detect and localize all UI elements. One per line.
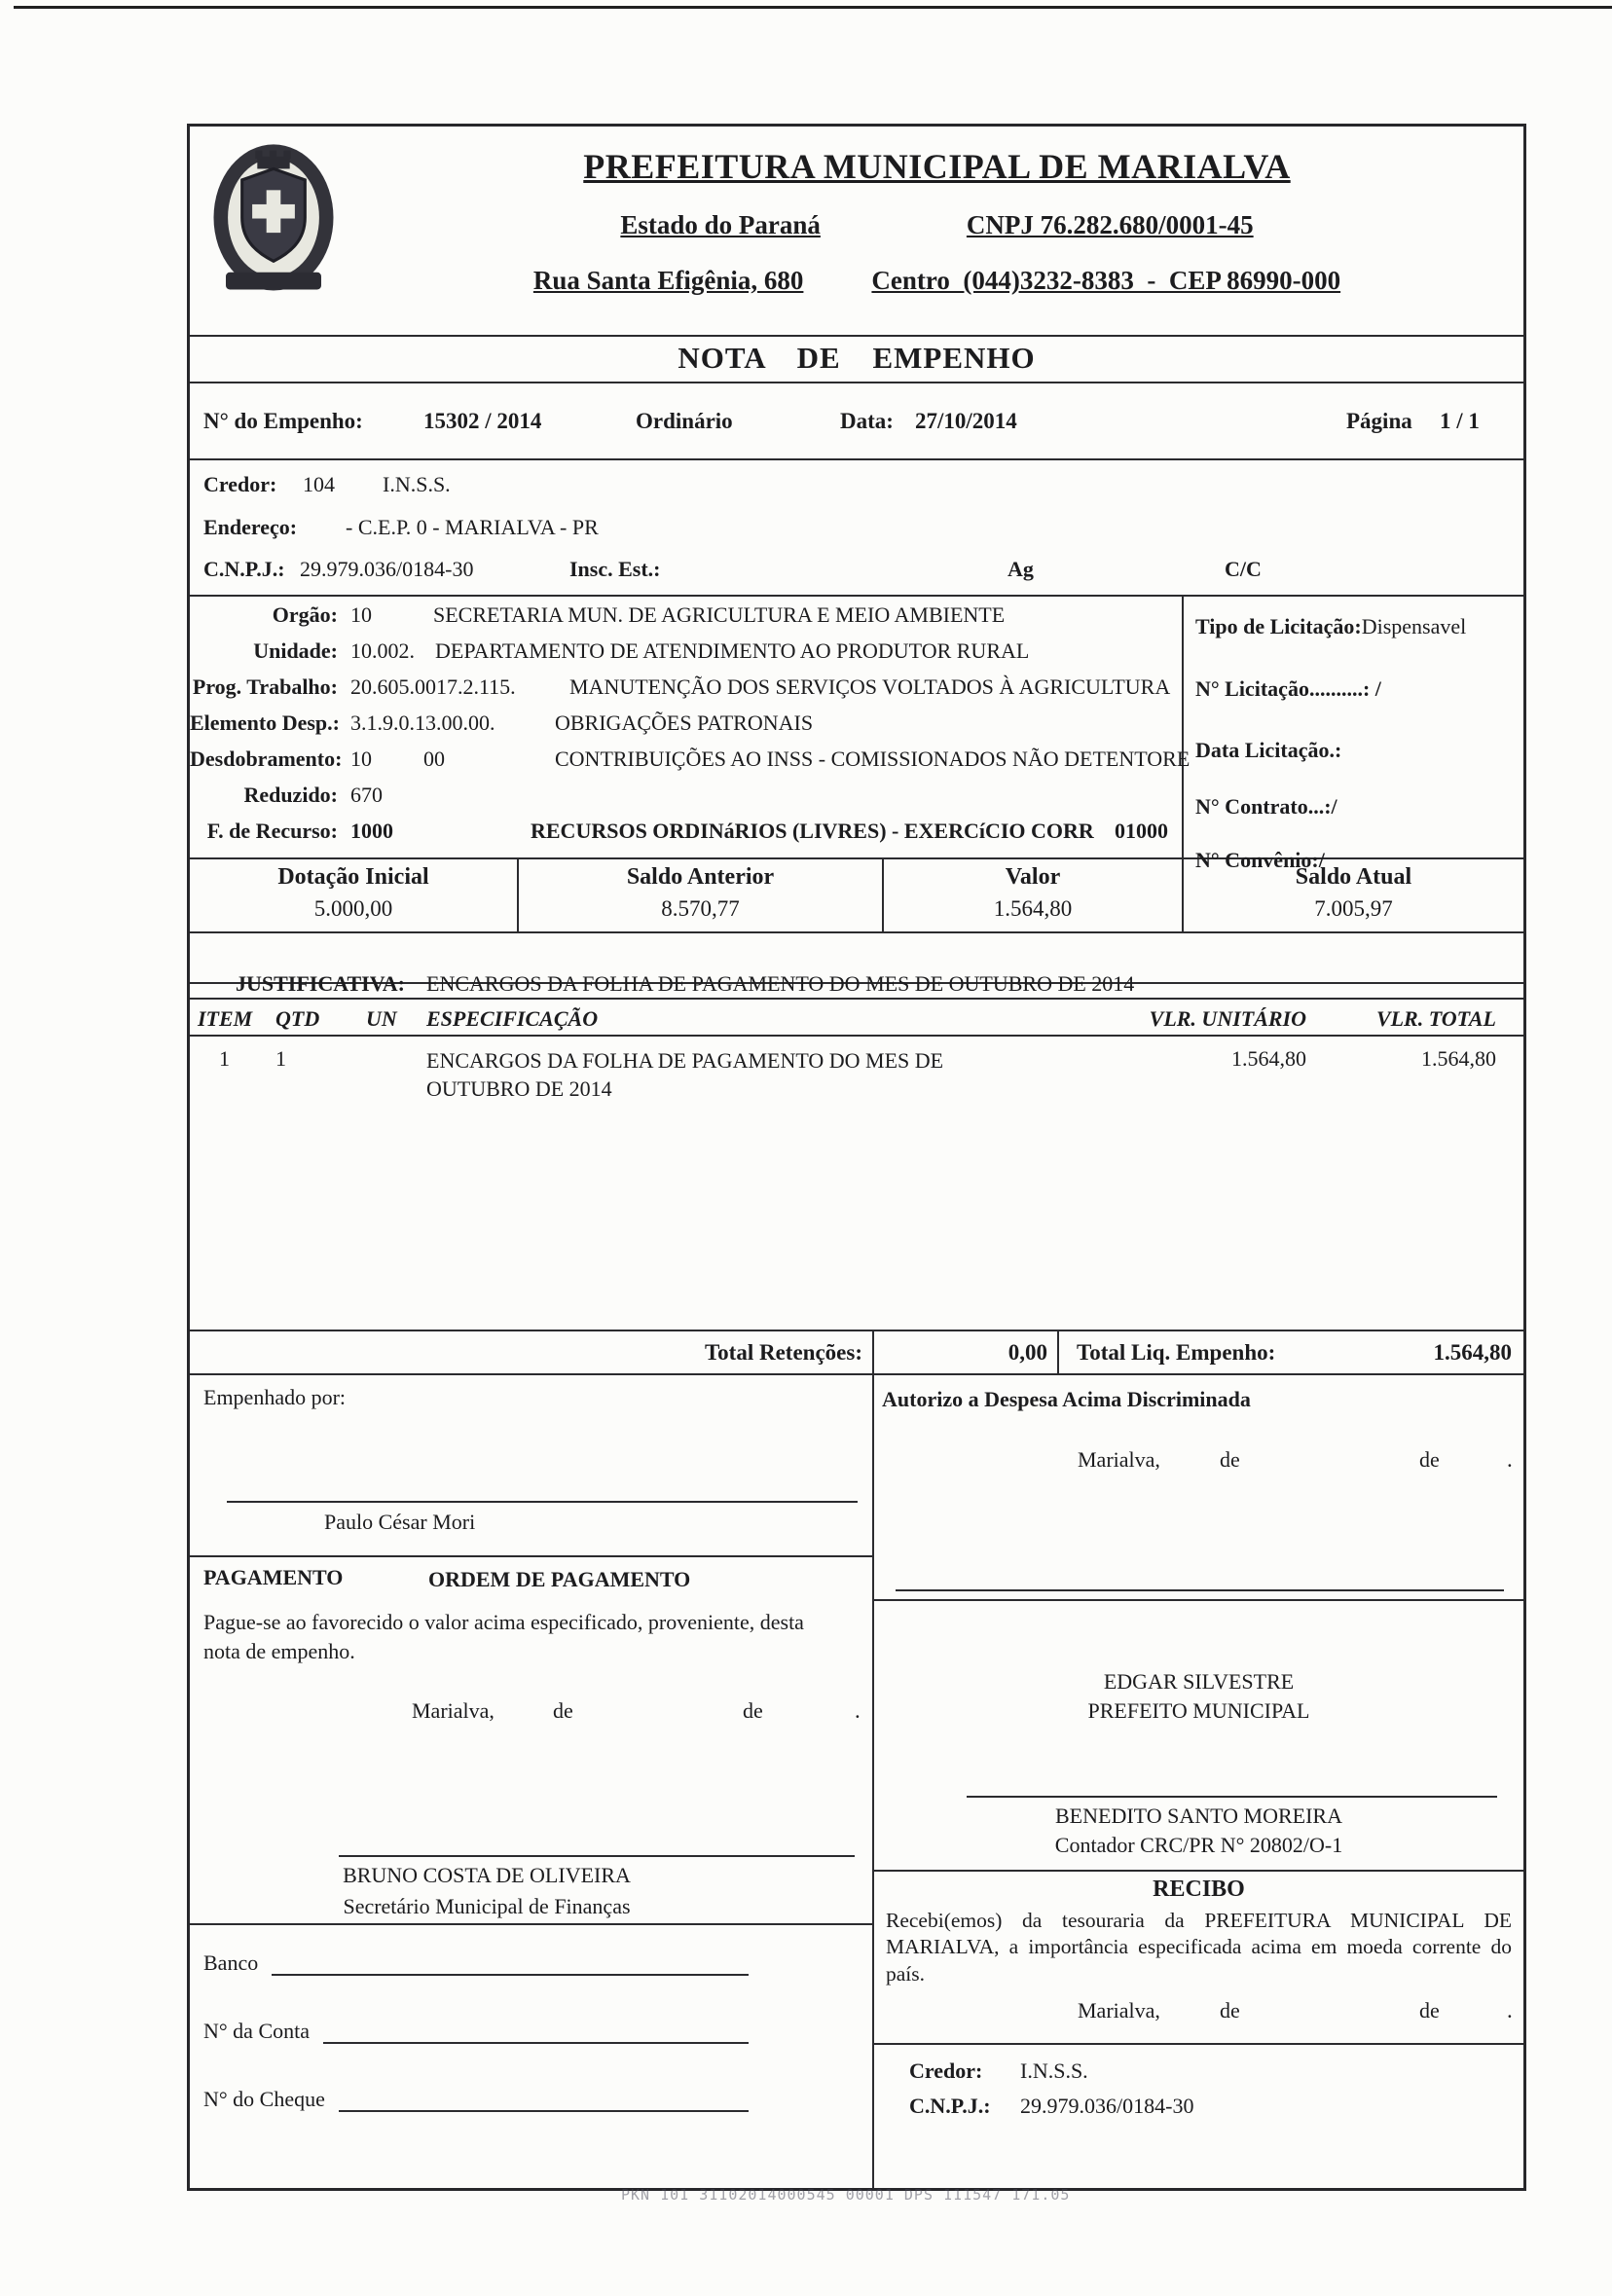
creditor-name: I.N.S.S. <box>383 472 451 496</box>
empenhado-por-label: Empenhado por: <box>203 1385 347 1409</box>
period: . <box>1507 1447 1513 1472</box>
nota-de-empenho-form <box>187 124 1526 2191</box>
recibo-cnpj-value: 29.979.036/0184-30 <box>1020 2094 1194 2118</box>
cheque-label: N° do Cheque <box>203 2087 325 2111</box>
de-word: de <box>1220 1447 1240 1472</box>
justification-label: JUSTIFICATIVA: <box>236 971 406 996</box>
ordem-pagamento-box <box>190 1557 872 1925</box>
cnpj-value: 29.979.036/0184-30 <box>300 557 474 581</box>
unidade-row <box>190 638 1182 674</box>
saldo-atual-cell <box>1184 859 1523 931</box>
empenho-number-row <box>190 383 1523 460</box>
item-description: ENCARGOS DA FOLHA DE PAGAMENTO DO MES DE OUTUBRO DE 2014 <box>426 1048 944 1102</box>
retencoes-value: 0,00 <box>874 1331 1059 1373</box>
empenho-type: Ordinário <box>636 409 733 433</box>
recibo-credor-name: I.N.S.S. <box>1020 2059 1088 2083</box>
cnpj-label: C.N.P.J.: <box>203 557 285 581</box>
prefeito-contador-box <box>874 1601 1523 1872</box>
org-name: PREFEITURA MUNICIPAL DE MARIALVA <box>583 147 1291 186</box>
prog-trabalho-label: Prog. Trabalho: <box>192 674 338 699</box>
empenhado-por-name: Paulo César Mori <box>324 1510 476 1534</box>
saldo-atual-value: 7.005,97 <box>1314 896 1393 921</box>
desdobramento-row <box>190 747 1191 783</box>
budget-classification-section <box>190 597 1523 872</box>
justification-row <box>190 933 1523 996</box>
date-line <box>190 1698 872 1728</box>
account-label: C/C <box>1225 557 1262 581</box>
orgao-label: Orgão: <box>272 602 338 627</box>
items-table-body <box>190 1037 1523 1331</box>
licitacao-tipo-row <box>1195 614 1466 639</box>
orgao-row <box>190 602 1182 638</box>
valor-value: 1.564,80 <box>993 896 1073 921</box>
pagamento-label: PAGAMENTO <box>203 1565 344 1589</box>
conta-label: N° da Conta <box>203 2019 311 2043</box>
banco-fill-line <box>272 1950 749 1976</box>
autorizo-title: Autorizo a Despesa Acima Discriminada <box>882 1387 1251 1411</box>
item-quantity: 1 <box>275 1046 286 1071</box>
city-word: Marialva, <box>412 1698 495 1723</box>
signature-line <box>967 1796 1497 1798</box>
desdobramento-code: 10 <box>350 747 372 771</box>
signatures-right-column <box>874 1375 1523 2188</box>
signatures-area <box>190 1375 1523 2188</box>
orgao-code: 10 <box>350 602 372 627</box>
saldo-anterior-cell <box>519 859 884 931</box>
retencoes-label: Total Retenções: <box>190 1331 874 1373</box>
letterhead-line-3 <box>350 266 1523 296</box>
prog-trabalho-row <box>190 674 1182 711</box>
period: . <box>1507 1998 1513 2023</box>
prog-trabalho-code: 20.605.0017.2.115. <box>350 674 516 699</box>
empenho-number-value: 15302 / 2014 <box>423 409 542 433</box>
letterhead <box>350 127 1523 335</box>
document-title: NOTA DE EMPENHO <box>190 337 1523 383</box>
state-reg-label: Insc. Est.: <box>569 557 661 581</box>
reduzido-row <box>190 783 1182 819</box>
reduzido-label: Reduzido: <box>243 783 338 807</box>
justification-text: ENCARGOS DA FOLHA DE PAGAMENTO DO MES DE OUTUBRO DE 2014 <box>426 971 1135 996</box>
unidade-label: Unidade: <box>253 638 338 663</box>
licitacao-tipo-label: Tipo de Licitação: <box>1195 614 1362 638</box>
convenio-numero: N° Convênio:/ <box>1195 848 1325 872</box>
vlr-unitario-col-header: VLR. UNITÁRIO <box>1149 1006 1306 1031</box>
empenhado-por-box <box>190 1375 872 1557</box>
balances-table <box>190 859 1523 933</box>
signatures-left-column <box>190 1375 874 2188</box>
date-value: 27/10/2014 <box>915 409 1017 433</box>
recibo-box <box>874 1872 1523 2188</box>
fonte-recurso-label: F. de Recurso: <box>206 819 338 843</box>
elemento-desp-label: Elemento Desp.: <box>190 711 340 735</box>
licitacao-panel <box>1184 597 1523 872</box>
recibo-title: RECIBO <box>1153 1877 1245 1902</box>
fonte-recurso-desc: RECURSOS ORDINáRIOS (LIVRES) - EXERCíCIO CORR <box>531 819 1094 843</box>
unidade-code: 10.002. <box>350 638 415 663</box>
item-total-value: 1.564,80 <box>1421 1046 1496 1071</box>
elemento-desp-row <box>190 711 1182 747</box>
date-line <box>874 1998 1523 2027</box>
banco-label: Banco <box>203 1950 259 1975</box>
section-divider-line <box>874 2043 1523 2045</box>
address-text: Rua Santa Efigênia, 680 <box>532 266 804 295</box>
desdobramento-label: Desdobramento: <box>190 747 343 771</box>
city-word: Marialva, <box>1078 1447 1160 1472</box>
autorizo-box <box>874 1375 1523 1601</box>
empenho-number-label: N° do Empenho: <box>203 409 363 433</box>
conta-fill-line <box>323 2019 749 2044</box>
especificacao-col-header: ESPECIFICAÇÃO <box>426 1006 599 1031</box>
contador-role: Contador CRC/PR N° 20802/O-1 <box>1054 1833 1343 1857</box>
de-word: de <box>1220 1998 1240 2023</box>
dotacao-inicial-value: 5.000,00 <box>313 896 393 921</box>
items-table-header <box>190 998 1523 1037</box>
document-header <box>190 127 1523 337</box>
secretario-name: BRUNO COSTA DE OLIVEIRA <box>343 1863 631 1887</box>
licitacao-data: Data Licitação.: <box>1195 738 1342 762</box>
item-col-header: ITEM <box>198 1006 253 1031</box>
valor-cell <box>884 859 1184 931</box>
letterhead-line-2 <box>350 210 1523 240</box>
licitacao-numero: N° Licitação..........: / <box>1195 676 1381 701</box>
dotacao-inicial-header: Dotação Inicial <box>277 864 429 890</box>
vlr-total-col-header: VLR. TOTAL <box>1375 1006 1496 1031</box>
de-word: de <box>553 1698 573 1723</box>
address-value: - C.E.P. 0 - MARIALVA - PR <box>346 515 599 539</box>
agency-label: Ag <box>1008 557 1034 581</box>
cheque-field <box>203 2087 749 2112</box>
page-value: 1 / 1 <box>1440 409 1480 433</box>
saldo-atual-header: Saldo Atual <box>1295 864 1412 890</box>
address-label: Endereço: <box>203 515 298 539</box>
elemento-desp-code: 3.1.9.0.13.00.00. <box>350 711 495 735</box>
recibo-credor-label: Credor: <box>909 2059 983 2083</box>
contrato-numero: N° Contrato...:/ <box>1195 794 1337 819</box>
budget-classification <box>190 597 1191 857</box>
date-label: Data: <box>840 409 894 433</box>
creditor-label: Credor: <box>203 472 277 496</box>
signature-line <box>896 1589 1504 1591</box>
state-text: Estado do Paraná <box>620 210 821 239</box>
orgao-desc: SECRETARIA MUN. DE AGRICULTURA E MEIO AMBIENTE <box>433 602 1006 627</box>
totals-row <box>190 1331 1523 1375</box>
item-number: 1 <box>219 1046 230 1071</box>
liquido-label: Total Liq. Empenho: <box>1077 1340 1276 1365</box>
signature-line <box>227 1501 858 1503</box>
prefeito-name: EDGAR SILVESTRE <box>1103 1669 1295 1694</box>
valor-header: Valor <box>1005 864 1061 890</box>
cheque-fill-line <box>339 2087 749 2112</box>
fonte-recurso-code: 1000 <box>350 819 393 843</box>
period: . <box>855 1698 861 1723</box>
un-col-header: UN <box>366 1006 397 1031</box>
municipal-crest-logo <box>190 127 350 335</box>
unidade-desc: DEPARTAMENTO DE ATENDIMENTO AO PRODUTOR RURAL <box>435 638 1030 663</box>
saldo-anterior-header: Saldo Anterior <box>626 864 775 890</box>
fonte-recurso-extra: 01000 <box>1115 819 1168 843</box>
secretario-role: Secretário Municipal de Finanças <box>343 1894 631 1918</box>
qtd-col-header: QTD <box>275 1006 320 1031</box>
elemento-desp-desc: OBRIGAÇÕES PATRONAIS <box>555 711 814 735</box>
creditor-code: 104 <box>303 472 335 496</box>
de-word: de <box>743 1698 763 1723</box>
ordem-pagamento-title: ORDEM DE PAGAMENTO <box>428 1567 691 1591</box>
recibo-text: Recebi(emos) da tesouraria da PREFEITURA MUNICIPAL DE MARIALVA, a importância especificada acima em moeda corrente do país. <box>886 1909 1512 1986</box>
org-cnpj-text: CNPJ 76.282.680/0001-45 <box>966 210 1254 239</box>
dot-matrix-print-line: PKN 101 31102014000545 00001 DPS 111547 171.05 <box>621 2186 1071 2204</box>
district-phone-text: Centro (044)3232-8383 - CEP 86990-000 <box>871 266 1341 295</box>
conta-field <box>203 2019 749 2044</box>
de-word: de <box>1419 1998 1440 2023</box>
de-word: de <box>1419 1447 1440 1472</box>
recibo-cnpj-label: C.N.P.J.: <box>909 2094 991 2118</box>
page-label: Página <box>1346 409 1412 433</box>
desdobramento-desc: CONTRIBUIÇÕES AO INSS - COMISSIONADOS NÃO DETENTORE <box>555 747 1191 771</box>
liquido-cell <box>1059 1331 1523 1373</box>
city-word: Marialva, <box>1078 1998 1160 2023</box>
saldo-anterior-value: 8.570,77 <box>661 896 740 921</box>
banco-field <box>203 1950 749 1976</box>
creditor-block <box>190 460 1523 597</box>
desdobramento-code2: 00 <box>423 747 445 771</box>
contador-name: BENEDITO SANTO MOREIRA <box>1055 1804 1342 1828</box>
item-unit-value: 1.564,80 <box>1231 1046 1306 1071</box>
liquido-value: 1.564,80 <box>1433 1340 1512 1365</box>
bank-fields-box <box>190 1925 872 2188</box>
signature-line <box>339 1855 855 1857</box>
prefeito-role: PREFEITO MUNICIPAL <box>1087 1698 1310 1723</box>
date-line <box>874 1447 1523 1476</box>
ordem-pagamento-text: Pague-se ao favorecido o valor acima especificado, proveniente, desta nota de empenho. <box>203 1610 804 1663</box>
prog-trabalho-desc: MANUTENÇÃO DOS SERVIÇOS VOLTADOS À AGRICULTURA <box>569 674 1171 699</box>
fonte-recurso-row <box>190 819 1182 855</box>
licitacao-tipo-value: Dispensavel <box>1361 614 1467 638</box>
scan-artifact-line <box>14 6 1612 9</box>
reduzido-code: 670 <box>350 783 383 807</box>
dotacao-inicial-cell <box>190 859 519 931</box>
